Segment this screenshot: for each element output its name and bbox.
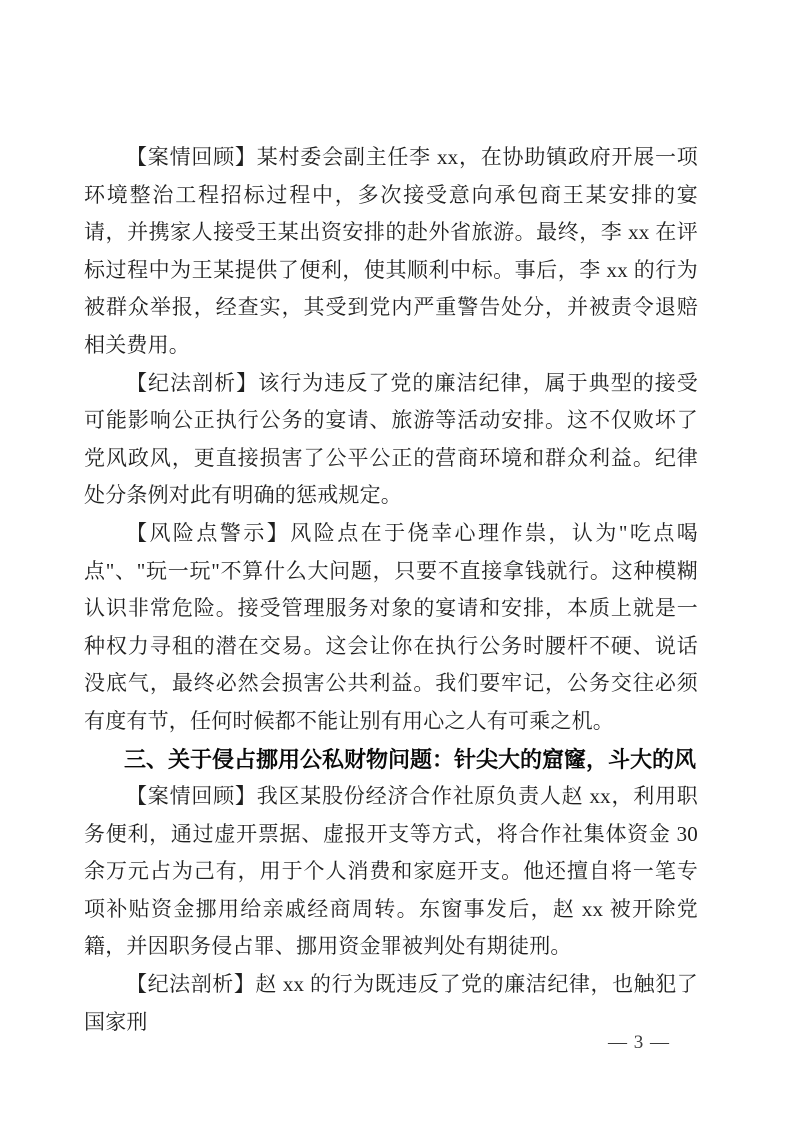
document-body <box>84 139 698 1041</box>
paragraph-risk-warning: 【风险点警示】风险点在于侥幸心理作祟，认为"吃点喝点"、"玩一玩"不算什么大问题，只要不直接拿钱就行。这种模糊认识非常危险。接受管理服务对象的宴请和安排，本质上就是一种权力寻租的潜在交易。这会让你在执行公务时腰杆不硬、说话没底气，最终必然会损害公共利益。我们要牢记，公务交往必须有度有节，任何时候都不能让别有用心之人有可乘之机。 <box>84 520 698 733</box>
paragraph-case-review-2: 【案情回顾】我区某股份经济合作社原负责人赵 xx，利用职务便利，通过虚开票据、虚报开支等方式，将合作社集体资金 30 余万元占为己有，用于个人消费和家庭开支。他还擅自将一笔专项补贴资金挪用给亲戚经商周转。东窗事发后，赵 xx 被开除党籍，并因职务侵占罪、挪用资金罪被判处有期徒刑。 <box>84 784 698 959</box>
paragraph-law-analysis-1: 【纪法剖析】该行为违反了党的廉洁纪律，属于典型的接受可能影响公正执行公务的宴请、旅游等活动安排。这不仅败坏了党风政风，更直接损害了公平公正的营商环境和群众利益。纪律处分条例对此有明确的惩戒规定。 <box>84 370 698 508</box>
paragraph-law-analysis-2: 【纪法剖析】赵 xx 的行为既违反了党的廉洁纪律，也触犯了国家刑 <box>84 972 698 1034</box>
page-number: — 3 — <box>608 1032 670 1053</box>
section-heading-3: 三、关于侵占挪用公私财物问题：针尖大的窟窿，斗大的风 <box>124 746 697 772</box>
paragraph-case-review-1: 【案情回顾】某村委会副主任李 xx，在协助镇政府开展一项环境整治工程招标过程中，多次接受意向承包商王某安排的宴请，并携家人接受王某出资安排的赴外省旅游。最终，李 xx 在评标过程中为王某提供了便利，使其顺利中标。事后，李 xx 的行为被群众举报，经查实，其受到党内严重警告处分，并被责令退赔相关费用。 <box>84 145 698 357</box>
